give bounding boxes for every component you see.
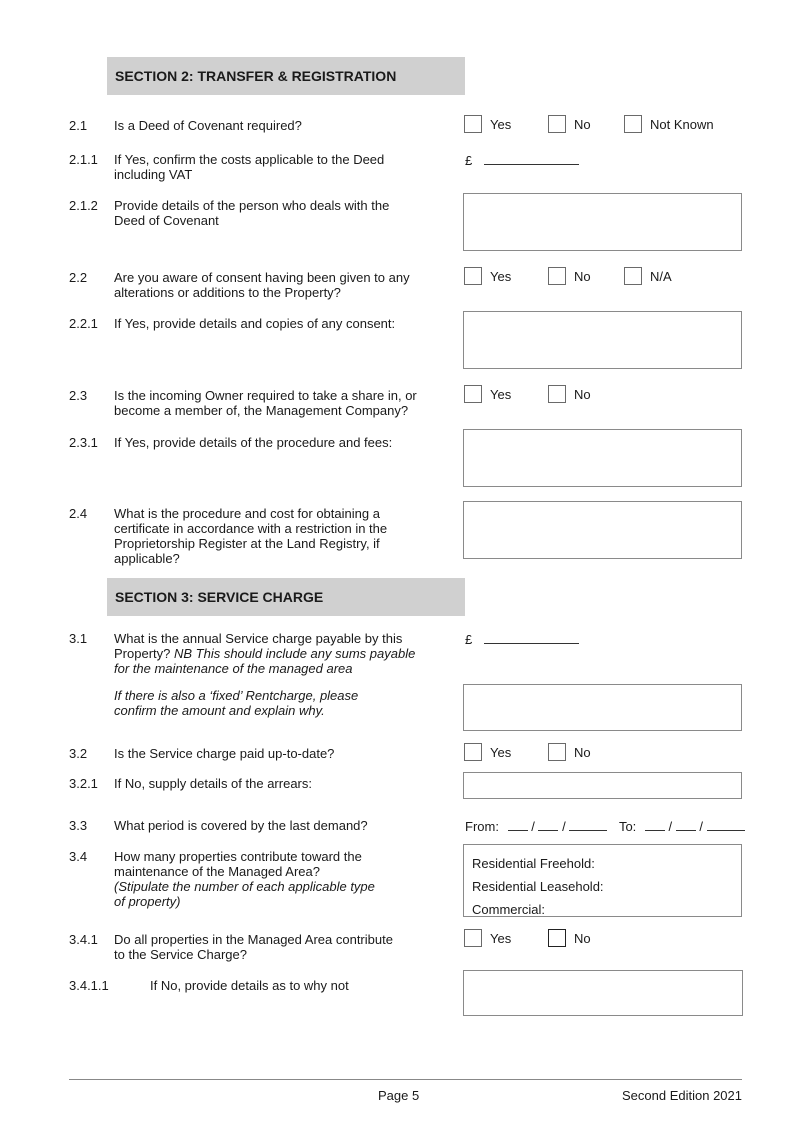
commercial-label: Commercial: <box>472 902 545 917</box>
procedure-fees-textbox[interactable] <box>463 429 742 487</box>
question-text: If Yes, provide details and copies of any consent: <box>114 316 396 331</box>
to-year-input[interactable] <box>707 818 745 831</box>
question-number: 2.3.1 <box>69 435 98 450</box>
question-line: including VAT <box>114 167 193 182</box>
question-number: 3.4.1.1 <box>69 978 109 993</box>
question-line: Provide details of the person who deals with the <box>114 198 390 213</box>
edition-label: Second Edition 2021 <box>622 1088 742 1103</box>
question-text: Is the Service charge paid up-to-date? <box>114 746 335 761</box>
question-text <box>114 388 434 418</box>
property-counts-box[interactable] <box>463 844 742 917</box>
date-separator: / <box>699 819 704 834</box>
date-separator: / <box>668 819 673 834</box>
checkbox-no[interactable] <box>548 267 591 285</box>
checkbox-box[interactable] <box>548 267 566 285</box>
question-line: to the Service Charge? <box>114 947 247 962</box>
question-line-italic: NB This should include any sums payable <box>173 646 416 661</box>
checkbox-label: Yes <box>490 386 512 402</box>
question-line: certificate in accordance with a restriction in the <box>114 521 388 536</box>
footer-divider <box>69 1079 742 1080</box>
currency-symbol: £ <box>465 632 473 647</box>
consent-details-textbox[interactable] <box>463 311 742 369</box>
question-text: If Yes, provide details of the procedure and fees: <box>114 435 393 450</box>
from-month-input[interactable] <box>538 818 558 831</box>
checkbox-no[interactable] <box>548 385 591 403</box>
question-line: applicable? <box>114 551 180 566</box>
rentcharge-textbox[interactable] <box>463 684 742 731</box>
restriction-certificate-textbox[interactable] <box>463 501 742 559</box>
arrears-textbox[interactable] <box>463 772 742 799</box>
from-label: From: <box>465 819 499 834</box>
checkbox-label: No <box>574 744 591 760</box>
checkbox-box[interactable] <box>464 743 482 761</box>
checkbox-label: No <box>574 116 591 132</box>
question-text <box>114 270 434 300</box>
to-day-input[interactable] <box>645 818 665 831</box>
section-3-title: SECTION 3: SERVICE CHARGE <box>115 589 324 605</box>
to-label: To: <box>618 819 637 834</box>
checkbox-box[interactable] <box>548 115 566 133</box>
question-text: If No, supply details of the arrears: <box>114 776 312 791</box>
question-number: 2.3 <box>69 388 88 403</box>
section-2-title: SECTION 2: TRANSFER & REGISTRATION <box>115 68 397 84</box>
question-line: What is the annual Service charge payable by this <box>114 631 403 646</box>
from-day-input[interactable] <box>508 818 528 831</box>
to-month-input[interactable] <box>676 818 696 831</box>
question-text: If No, provide details as to why not <box>150 978 349 993</box>
question-text <box>114 152 434 182</box>
checkbox-label: No <box>574 386 591 402</box>
question-text <box>114 631 434 676</box>
checkbox-yes[interactable] <box>464 385 511 403</box>
question-number: 2.1.2 <box>69 198 98 213</box>
checkbox-box[interactable] <box>624 115 642 133</box>
checkbox-yes[interactable] <box>464 115 511 133</box>
residential-freehold-label: Residential Freehold: <box>472 856 595 871</box>
service-charge-input[interactable] <box>484 631 579 644</box>
question-text <box>114 849 434 909</box>
question-line: Deed of Covenant <box>114 213 219 228</box>
checkbox-box[interactable] <box>624 267 642 285</box>
question-line: If Yes, confirm the costs applicable to the Deed <box>114 152 385 167</box>
residential-leasehold-label: Residential Leasehold: <box>472 879 604 894</box>
question-number: 2.1 <box>69 118 88 133</box>
checkbox-yes[interactable] <box>464 929 511 947</box>
checkbox-no[interactable] <box>548 743 591 761</box>
question-line: become a member of, the Management Company? <box>114 403 409 418</box>
checkbox-box[interactable] <box>548 385 566 403</box>
checkbox-box[interactable] <box>464 115 482 133</box>
why-not-textbox[interactable] <box>463 970 743 1016</box>
deed-contact-textbox[interactable] <box>463 193 742 251</box>
cost-field[interactable] <box>465 152 579 168</box>
question-line-plain: Property? <box>114 646 174 661</box>
question-line <box>114 646 434 661</box>
currency-symbol: £ <box>465 153 473 168</box>
question-line: maintenance of the Managed Area? <box>114 864 320 879</box>
question-line: What is the procedure and cost for obtaining a <box>114 506 380 521</box>
note-line: confirm the amount and explain why. <box>114 703 325 718</box>
checkbox-box[interactable] <box>464 385 482 403</box>
question-line: Are you aware of consent having been given to any <box>114 270 410 285</box>
question-line: Is the incoming Owner required to take a share in, or <box>114 388 417 403</box>
question-number: 2.2 <box>69 270 88 285</box>
checkbox-box[interactable] <box>548 743 566 761</box>
checkbox-label: No <box>574 930 591 946</box>
checkbox-not-known[interactable] <box>624 115 714 133</box>
question-number: 2.1.1 <box>69 152 98 167</box>
checkbox-box[interactable] <box>548 929 566 947</box>
question-text <box>114 506 434 566</box>
rentcharge-note <box>114 688 434 718</box>
question-number: 3.3 <box>69 818 88 833</box>
checkbox-label: Yes <box>490 268 512 284</box>
question-number: 3.2.1 <box>69 776 98 791</box>
question-number: 3.1 <box>69 631 88 646</box>
page-number: Page 5 <box>378 1088 420 1103</box>
question-text <box>114 932 434 962</box>
from-year-input[interactable] <box>569 818 607 831</box>
checkbox-yes[interactable] <box>464 743 511 761</box>
question-line: (Stipulate the number of each applicable type <box>114 879 375 894</box>
question-text: What period is covered by the last demand? <box>114 818 368 833</box>
date-separator: / <box>562 819 566 834</box>
checkbox-box[interactable] <box>464 929 482 947</box>
checkbox-label: Yes <box>490 744 512 760</box>
checkbox-no[interactable] <box>548 115 591 133</box>
note-line: If there is also a ‘fixed’ Rentcharge, please <box>114 688 359 703</box>
question-number: 2.4 <box>69 506 88 521</box>
cost-input[interactable] <box>484 152 579 165</box>
question-line: Proprietorship Register at the Land Registry, if <box>114 536 380 551</box>
demand-period-fields <box>465 818 745 834</box>
section-3-header <box>107 578 465 616</box>
question-line: How many properties contribute toward the <box>114 849 362 864</box>
question-line: for the maintenance of the managed area <box>114 661 353 676</box>
checkbox-label: Yes <box>490 930 512 946</box>
checkbox-box[interactable] <box>464 267 482 285</box>
section-2-header <box>107 57 465 95</box>
checkbox-no[interactable] <box>548 929 591 947</box>
question-text: Is a Deed of Covenant required? <box>114 118 302 133</box>
checkbox-label: N/A <box>650 268 672 284</box>
question-number: 3.4.1 <box>69 932 98 947</box>
question-line: alterations or additions to the Property? <box>114 285 341 300</box>
checkbox-label: Not Known <box>650 116 714 132</box>
question-line: Do all properties in the Managed Area contribute <box>114 932 393 947</box>
question-line: of property) <box>114 894 181 909</box>
checkbox-yes[interactable] <box>464 267 511 285</box>
checkbox-label: No <box>574 268 591 284</box>
checkbox-na[interactable] <box>624 267 672 285</box>
service-charge-field[interactable] <box>465 631 579 647</box>
date-separator: / <box>531 819 535 834</box>
question-number: 3.4 <box>69 849 88 864</box>
question-number: 3.2 <box>69 746 88 761</box>
question-number: 2.2.1 <box>69 316 98 331</box>
question-text <box>114 198 434 228</box>
checkbox-label: Yes <box>490 116 512 132</box>
